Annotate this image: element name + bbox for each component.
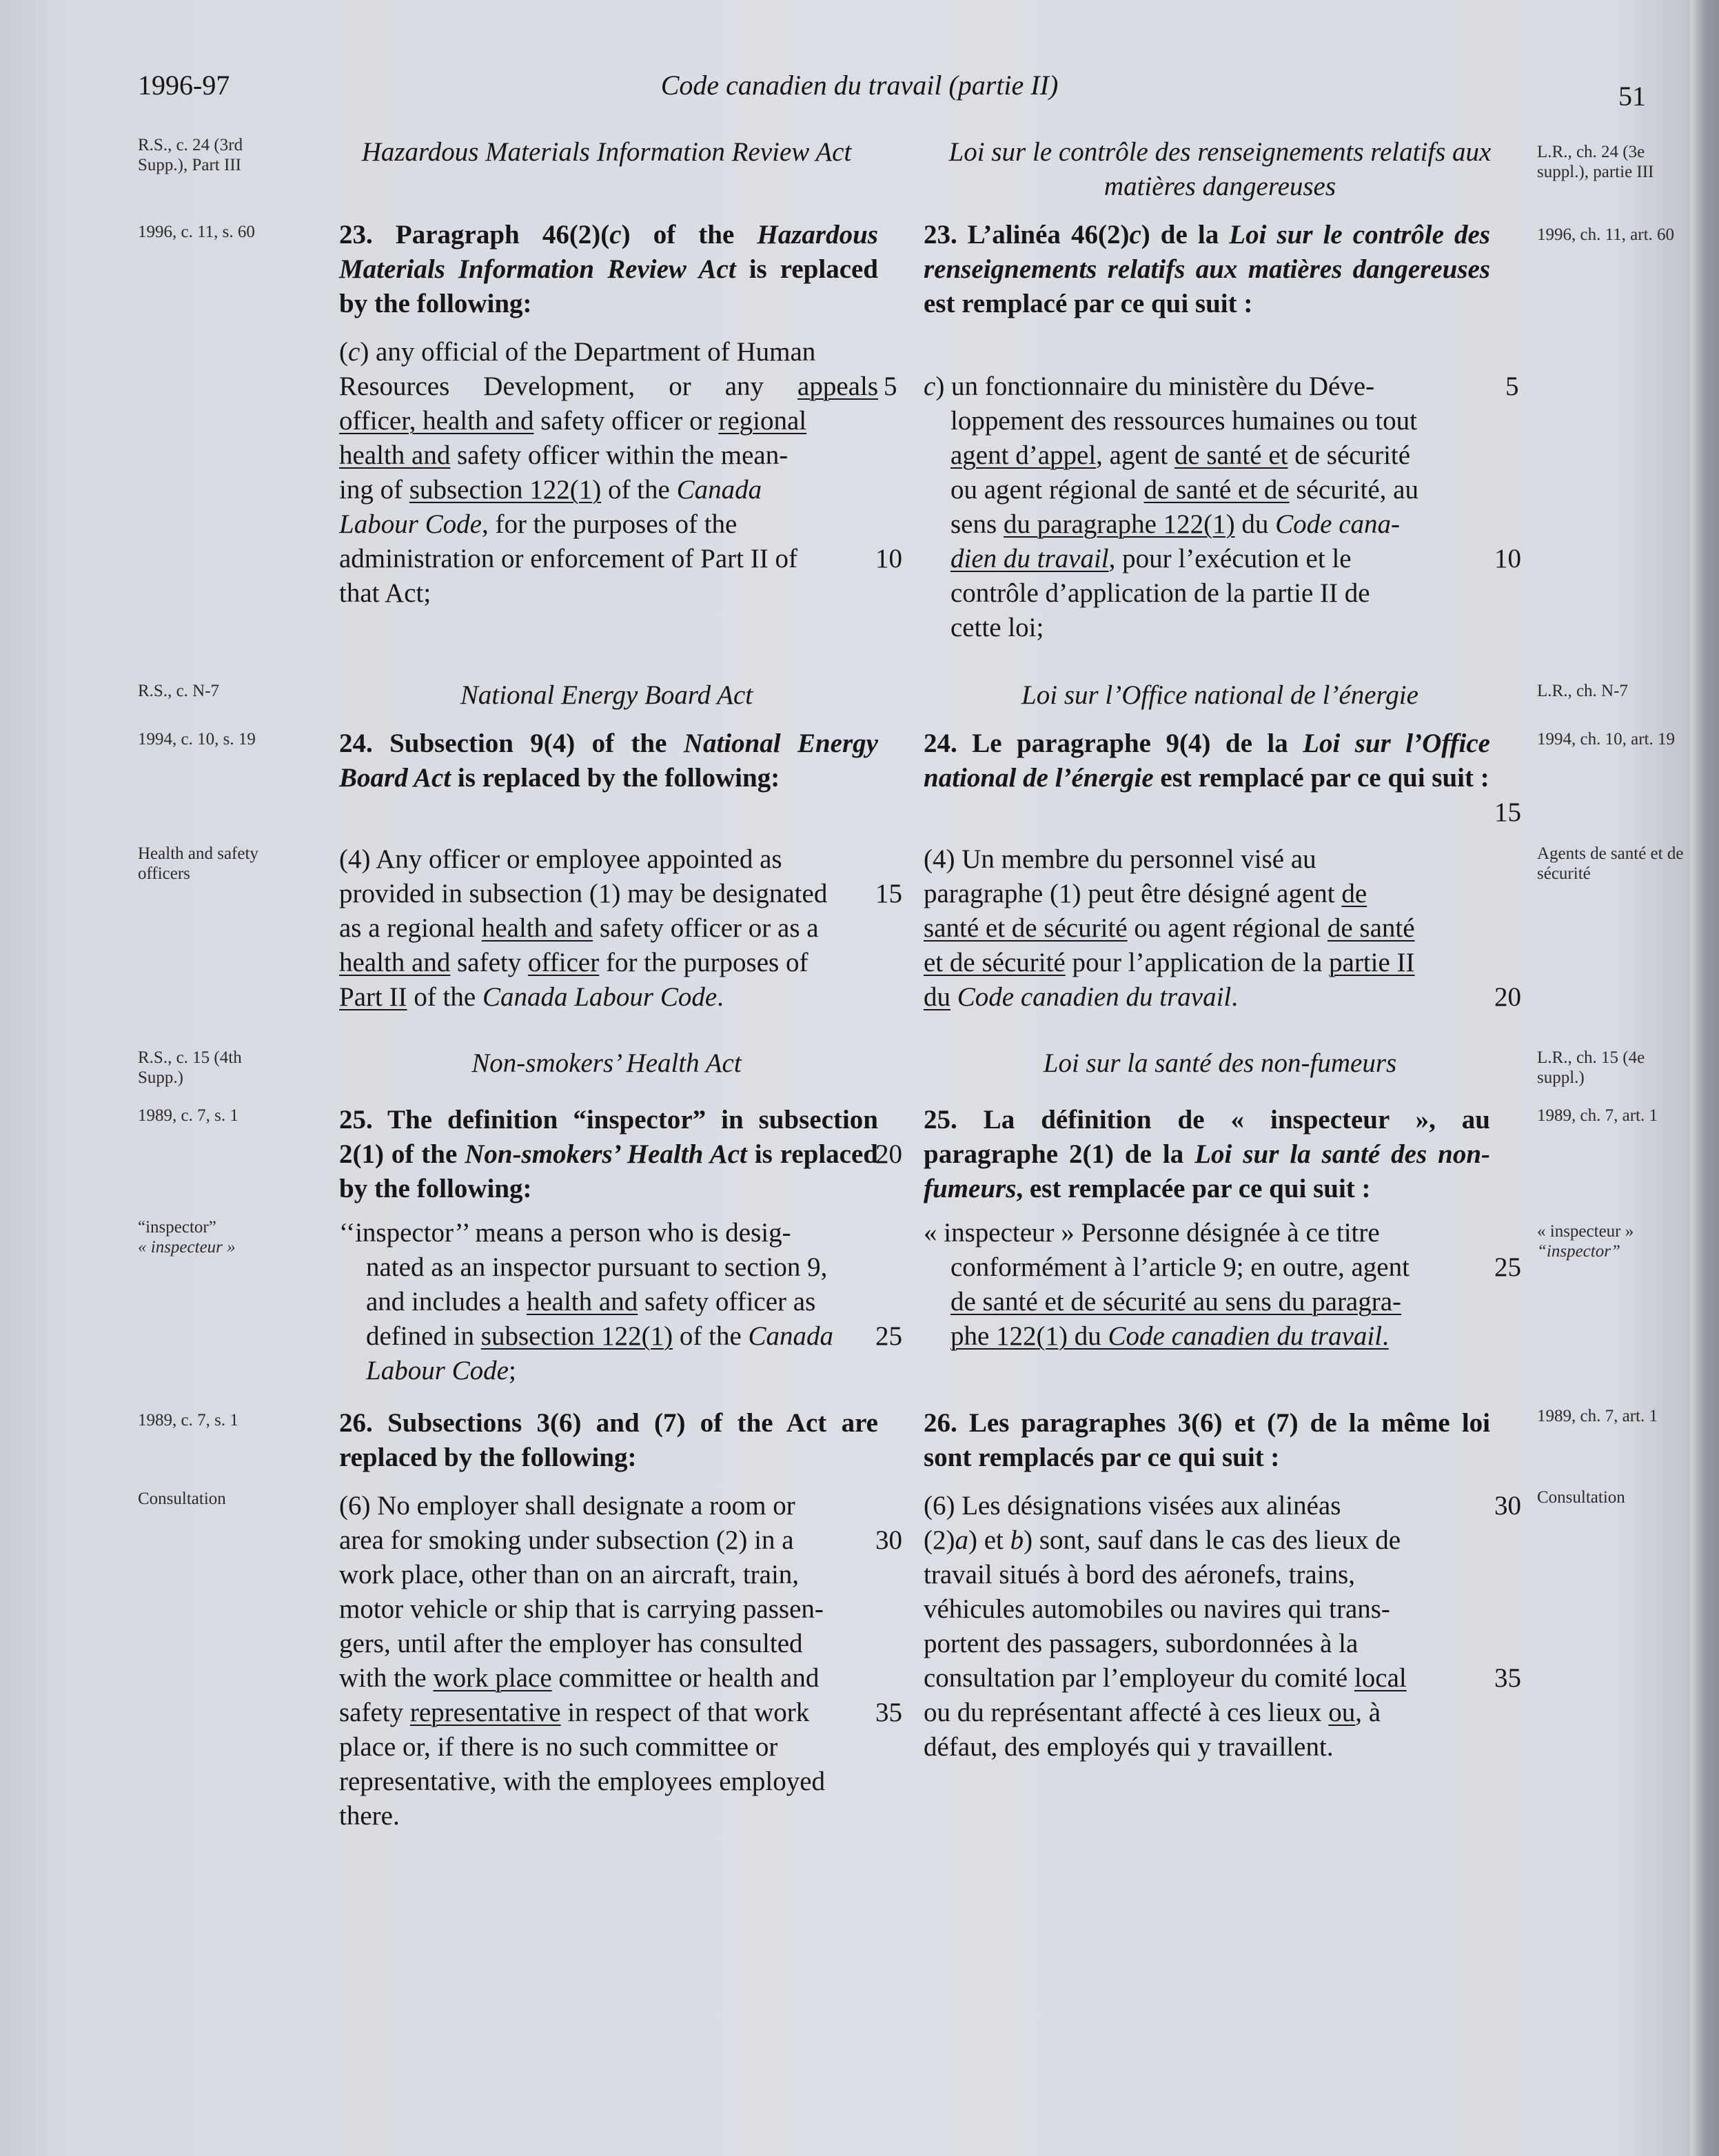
heading-en-non-smokers: Non-smokers’ Health Act bbox=[471, 1048, 742, 1078]
section-24-en-text: (4) Any officer or employee appointed as provided in subsection (1) may be designated as a regional health and safety officer or as a health and safety officer for the purposes of Part II of the Canada Labour Code. bbox=[339, 844, 828, 1012]
margin-note-left-8a: “inspector” bbox=[138, 1218, 216, 1237]
section-25-fr-text: « inspecteur » Personne désignée à ce titre conformément à l’article 9; en outre, agent de santé et de sécurité au sens du paragra- phe 122(1) du Code canadien du travail. bbox=[924, 1218, 1410, 1351]
margin-note-right-8 bbox=[1537, 1221, 1689, 1261]
page-edge-shadow bbox=[1690, 0, 1719, 2156]
margin-note-left-7: 1989, c. 7, s. 1 bbox=[138, 1106, 238, 1125]
margin-note-right-1: L.R., ch. 24 (3e suppl.), partie III bbox=[1537, 143, 1654, 181]
margin-note-left-6: R.S., c. 15 (4th Supp.) bbox=[138, 1048, 242, 1087]
line-number-fr-10: 10 bbox=[1494, 544, 1521, 573]
line-number-fr-5: 5 bbox=[1505, 372, 1519, 401]
header-year: 1996-97 bbox=[138, 70, 230, 101]
heading-fr-office-national: Loi sur l’Office national de l’énergie bbox=[1021, 680, 1418, 710]
section-26-en-text: (6) No employer shall designate a room or area for smoking under subsection (2) in a work place, other than on an aircraft, train, motor vehicle or ship that is carrying passen- gers, until after the employer has consulted with the work place committee or health and safety representative in respect of that work place or, if there is no such committee or representative, with the employees employed there. bbox=[339, 1491, 826, 1831]
margin-note-left-1: R.S., c. 24 (3rd Supp.), Part III bbox=[138, 136, 243, 174]
margin-note-right-10: Consultation bbox=[1537, 1488, 1625, 1507]
line-number-en-15: 15 bbox=[875, 879, 902, 908]
section-23-fr-text: c) un fonctionnaire du ministère du Déve- loppement des ressources humaines ou tout agent d’appel, agent de santé et de sécurité ou agent régional de santé et de sécurité, au sens du paragraphe 122(1) du Code cana- dien du travail, pour l’exécution et le contrôle d’application de la partie II de cette loi; bbox=[924, 372, 1418, 642]
margin-note-right-7: 1989, ch. 7, art. 1 bbox=[1537, 1106, 1658, 1125]
section-23-en-intro: 23. Paragraph 46(2)(c) of the Hazardous Materials Information Review Act is replaced by the following: bbox=[339, 220, 878, 318]
header-title: Code canadien du travail (partie II) bbox=[660, 70, 1059, 101]
heading-fr-non-fumeurs: Loi sur la santé des non-fumeurs bbox=[1043, 1048, 1397, 1078]
margin-note-left-5: Health and safety officers bbox=[138, 844, 258, 883]
section-25-en-intro: 25. The definition “inspector” in subsection 2(1) of the Non-smokers’ Health Act is replaced by the following: bbox=[339, 1105, 878, 1203]
margin-note-left-8 bbox=[138, 1217, 276, 1257]
section-23-fr-intro: 23. L’alinéa 46(2)c) de la Loi sur le contrôle des renseignements relatifs aux matières dangereuses est remplacé par ce qui suit : bbox=[924, 220, 1490, 318]
margin-note-left-2: 1996, c. 11, s. 60 bbox=[138, 223, 255, 241]
line-number-fr-35: 35 bbox=[1494, 1663, 1521, 1693]
line-number-fr-30: 30 bbox=[1494, 1491, 1521, 1521]
section-24-fr-text: (4) Un membre du personnel visé au paragraphe (1) peut être désigné agent de santé et de sécurité ou agent régional de santé et de sécurité pour l’application de la partie II du Code canadien du travail. bbox=[924, 844, 1415, 1012]
line-number-en-10: 10 bbox=[875, 544, 902, 573]
heading-fr-matieres-dangereuses: Loi sur le contrôle des renseignements relatifs aux matières dangereuses bbox=[948, 137, 1492, 201]
line-number-fr-20: 20 bbox=[1494, 982, 1521, 1012]
heading-en-neb-act: National Energy Board Act bbox=[460, 680, 753, 710]
margin-note-right-2: 1996, ch. 11, art. 60 bbox=[1537, 225, 1675, 244]
margin-note-left-9: 1989, c. 7, s. 1 bbox=[138, 1411, 238, 1430]
line-number-en-25: 25 bbox=[875, 1321, 902, 1351]
margin-note-right-8a: « inspecteur » bbox=[1537, 1222, 1634, 1241]
section-26-fr-text: (6) Les désignations visées aux alinéas (2)a) et b) sont, sauf dans le cas des lieux de travail situés à bord des aéronefs, trains, véhicules automobiles ou navires qui trans- portent des passagers, subordonnées à la consultation par l’employeur du comité local ou du représentant affecté à ces lieux ou, à défaut, des employés qui y travaillent. bbox=[924, 1491, 1407, 1762]
section-25-fr-intro: 25. La définition de « inspecteur », au paragraphe 2(1) de la Loi sur la santé des non-fumeurs, est remplacée par ce qui suit : bbox=[924, 1105, 1491, 1203]
margin-note-right-6: L.R., ch. 15 (4e suppl.) bbox=[1537, 1048, 1645, 1087]
section-26-en-intro: 26. Subsections 3(6) and (7) of the Act are replaced by the following: bbox=[339, 1408, 878, 1472]
line-number-fr-15: 15 bbox=[1494, 797, 1521, 827]
heading-en-hazardous-materials: Hazardous Materials Information Review Act bbox=[361, 137, 852, 167]
line-number-en-35: 35 bbox=[875, 1698, 902, 1727]
margin-note-right-9: 1989, ch. 7, art. 1 bbox=[1537, 1407, 1658, 1425]
line-number-en-20: 20 bbox=[875, 1139, 902, 1169]
margin-note-right-8b: “inspector” bbox=[1537, 1242, 1620, 1261]
line-number-en-5: 5 bbox=[884, 372, 897, 401]
margin-note-right-3: L.R., ch. N-7 bbox=[1537, 682, 1628, 700]
section-24-en-intro: 24. Subsection 9(4) of the National Energy Board Act is replaced by the following: bbox=[339, 729, 878, 793]
line-number-en-30: 30 bbox=[875, 1525, 902, 1555]
line-number-fr-25: 25 bbox=[1494, 1252, 1521, 1282]
section-26-fr-intro: 26. Les paragraphes 3(6) et (7) de la même loi sont remplacés par ce qui suit : bbox=[924, 1408, 1490, 1472]
section-25-en-text: ‘‘inspector’’ means a person who is desig- nated as an inspector pursuant to section 9, and includes a health and safety officer as defined in subsection 122(1) of the Canada Labour Code; bbox=[339, 1218, 834, 1385]
section-24-fr-intro: 24. Le paragraphe 9(4) de la Loi sur l’Office national de l’énergie est remplacé par ce qui suit : bbox=[924, 729, 1490, 793]
margin-note-left-8b: « inspecteur » bbox=[138, 1238, 236, 1257]
margin-note-right-4: 1994, ch. 10, art. 19 bbox=[1537, 730, 1675, 749]
margin-note-left-3: R.S., c. N-7 bbox=[138, 682, 220, 700]
page-number: 51 bbox=[1618, 81, 1646, 112]
margin-note-left-10: Consultation bbox=[138, 1489, 226, 1508]
margin-note-right-5: Agents de santé et de sécurité bbox=[1537, 844, 1684, 883]
section-23-en-text: (c) any official of the Department of Human Resources Development, or any appeals officer, health and safety officer or regional health and safety officer within the mean- ing of subsection 122(1) of the Canada Labour Code, for the purposes of the administration or enforcement of Part II of that Act; bbox=[339, 337, 878, 608]
margin-note-left-4: 1994, c. 10, s. 19 bbox=[138, 730, 256, 749]
